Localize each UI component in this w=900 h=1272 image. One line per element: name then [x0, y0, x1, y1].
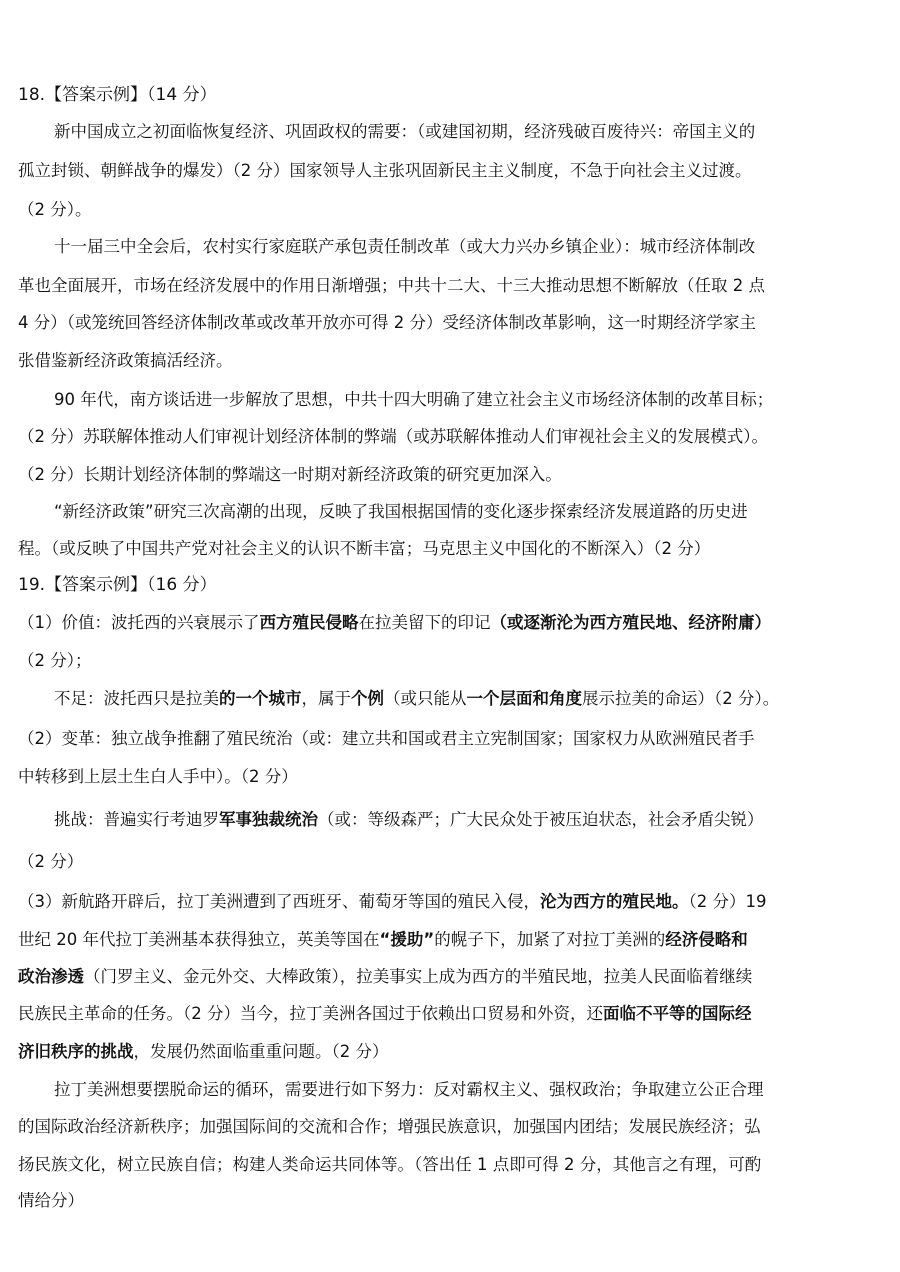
q19-part3-line2: 世纪 20 年代拉丁美洲基本获得独立，英美等国在“援助”的幌子下，加紧了对拉丁美洲的经济侵略和	[18, 930, 748, 949]
q18-para3-line2: （2 分）苏联解体推动人们审视计划经济体制的弊端（或苏联解体推动人们审视社会主义的发展模式）。	[18, 427, 768, 446]
q18-para2-line2: 革也全面展开，市场在经济发展中的作用日渐增强；中共十二大、十三大推动思想不断解放（任取 2 点	[18, 276, 765, 295]
q18-para2-line1: 十一届三中全会后，农村实行家庭联产承包责任制改革（或大力兴办乡镇企业）：城市经济体制改	[54, 237, 756, 256]
q19-part2-score: （2 分）	[18, 852, 84, 871]
q19-part3-line5: 济旧秩序的挑战，发展仍然面临重重问题。（2 分）	[18, 1042, 389, 1061]
q19-part2-line2: 中转移到上层土生白人手中）。（2 分）	[18, 767, 298, 786]
q18-para1-line3: （2 分）。	[18, 200, 92, 219]
q18-heading: 18.【答案示例】（14 分）	[18, 85, 217, 105]
q18-para4-line1: “新经济政策”研究三次高潮的出现，反映了我国根据国情的变化逐步探索经济发展道路的历史进	[54, 502, 748, 521]
q19-part3-line3: 政治渗透（门罗主义、金元外交、大棒政策），拉美事实上成为西方的半殖民地，拉美人民面临着继续	[18, 967, 753, 986]
q18-para4-line2: 程。（或反映了中国共产党对社会主义的认识不断丰富；马克思主义中国化的不断深入）（2 分）	[18, 539, 711, 558]
q18-para1-line2: 孤立封锁、朝鲜战争的爆发）（2 分）国家领导人主张巩固新民主主义制度，不急于向社会主义过渡。	[18, 161, 752, 180]
q19-heading: 19.【答案示例】（16 分）	[18, 575, 217, 595]
q19-part1-value-line2: （2 分）；	[18, 651, 92, 670]
q18-para3-line1: 90 年代，南方谈话进一步解放了思想，中共十四大明确了建立社会主义市场经济体制的改革目标；	[54, 390, 774, 409]
q19-part1-shortcoming: 不足：波托西只是拉美的一个城市，属于个例（或只能从一个层面和角度展示拉美的命运）（2 分）。	[54, 689, 780, 708]
q19-part3-line4: 民族民主革命的任务。（2 分）当今，拉丁美洲各国过于依赖出口贸易和外资，还面临不平等的国际经	[18, 1004, 752, 1023]
q19-part1-value-line1: （1）价值：波托西的兴衰展示了西方殖民侵略在拉美留下的印记（或逐渐沦为西方殖民地、经济附庸）	[18, 613, 771, 632]
q18-para2-line4: 张借鉴新经济政策搞活经济。	[18, 351, 233, 370]
q18-para1-line1: 新中国成立之初面临恢复经济、巩固政权的需要：（或建国初期，经济残破百废待兴：帝国主义的	[54, 122, 756, 141]
q19-efforts-line3: 扬民族文化，树立民族自信；构建人类命运共同体等。（答出任 1 点即可得 2 分，其他言之有理，可酌	[18, 1155, 762, 1174]
q19-efforts-line2: 的国际政治经济新秩序；加强国际间的交流和合作；增强民族意识，加强国内团结；发展民族经济；弘	[18, 1117, 761, 1136]
q19-efforts-line1: 拉丁美洲想要摆脱命运的循环，需要进行如下努力：反对霸权主义、强权政治；争取建立公正合理	[54, 1080, 764, 1099]
q19-part3-line1: （3）新航路开辟后，拉丁美洲遭到了西班牙、葡萄牙等国的殖民入侵，沦为西方的殖民地。（2 分）19	[18, 892, 767, 911]
q19-efforts-line4: 情给分）	[18, 1191, 84, 1210]
q19-part2-challenge: 挑战：普遍实行考迪罗军事独裁统治（或：等级森严；广大民众处于被压迫状态，社会矛盾尖锐）	[54, 810, 764, 829]
q19-part2-line1: （2）变革：独立战争推翻了殖民统治（或：建立共和国或君主立宪制国家；国家权力从欧洲殖民者手	[18, 729, 755, 748]
q18-para3-line3: （2 分）长期计划经济体制的弊端这一时期对新经济政策的研究更加深入。	[18, 465, 562, 484]
q18-para2-line3: 4 分）（或笼统回答经济体制改革或改革开放亦可得 2 分）受经济体制改革影响，这一时期经济学家主	[18, 313, 756, 332]
